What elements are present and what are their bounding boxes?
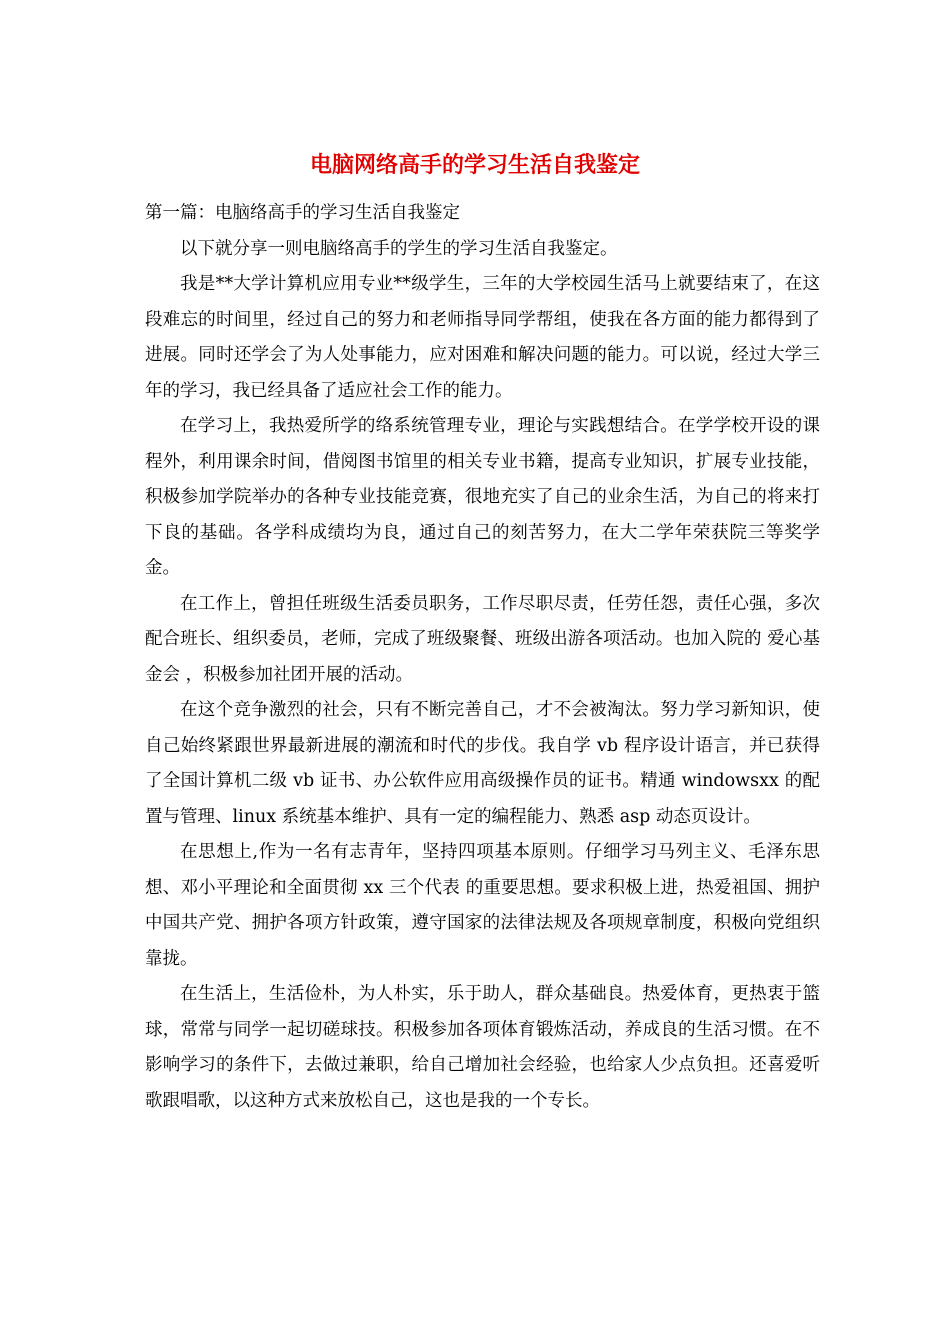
ideology-paragraph: 在思想上,作为一名有志青年，坚持四项基本原则。仔细学习马列主义、毛泽东思想、邓小平理论和全面贯彻 xx 三个代表 的重要思想。要求积极上进，热爱祖国、拥护中国共产党、拥护各项方针政策，遵守国家的法律法规及各项规章制度，积极向党组织靠拢。: [145, 842, 820, 969]
section-heading: 第一篇：电脑络高手的学习生活自我鉴定: [145, 203, 460, 223]
document-title: 电脑网络高手的学习生活自我鉴定: [309, 152, 640, 178]
document-body: [145, 196, 820, 1119]
intro-paragraph: 以下就分享一则电脑络高手的学生的学习生活自我鉴定。: [180, 238, 618, 259]
skills-paragraph: 在这个竞争激烈的社会，只有不断完善自己，才不会被淘汰。努力学习新知识，使自己始终紧跟世界最新进展的潮流和时代的步伐。我自学 vb 程序设计语言，并已获得了全国计算机二级 vb 证书、办公软件应用高级操作员的证书。精通 windowsxx 的配置与管理、linux 系统基本维护、具有一定的编程能力、熟悉 asp 动态页设计。: [145, 700, 820, 827]
background-paragraph: 我是**大学计算机应用专业**级学生，三年的大学校园生活马上就要结束了，在这段难忘的时间里，经过自己的努力和老师指导同学帮组，使我在各方面的能力都得到了进展。同时还学会了为人处事能力，应对困难和解决问题的能力。可以说，经过大学三年的学习，我已经具备了适应社会工作的能力。: [145, 274, 820, 401]
life-paragraph: 在生活上，生活俭朴，为人朴实，乐于助人，群众基础良。热爱体育，更热衷于篮球，常常与同学一起切磋球技。积极参加各项体育锻炼活动，养成良的生活习惯。在不影响学习的条件下，去做过兼职，给自己增加社会经验，也给家人少点负担。还喜爱听歌跟唱歌，以这种方式来放松自己，这也是我的一个专长。: [145, 984, 820, 1111]
work-paragraph: 在工作上，曾担任班级生活委员职务，工作尽职尽责，任劳任怨，责任心强，多次配合班长、组织委员，老师，完成了班级聚餐、班级出游各项活动。也加入院的 爱心基金会 ，积极参加社团开展的活动。: [145, 593, 820, 685]
study-paragraph: 在学习上，我热爱所学的络系统管理专业，理论与实践想结合。在学学校开设的课程外，利用课余时间，借阅图书馆里的相关专业书籍，提高专业知识，扩展专业技能，积极参加学院举办的各种专业技能竞赛，很地充实了自己的业余生活，为自己的将来打下良的基础。各学科成绩均为良，通过自己的刻苦努力，在大二学年荣获院三等奖学金。: [145, 416, 820, 578]
